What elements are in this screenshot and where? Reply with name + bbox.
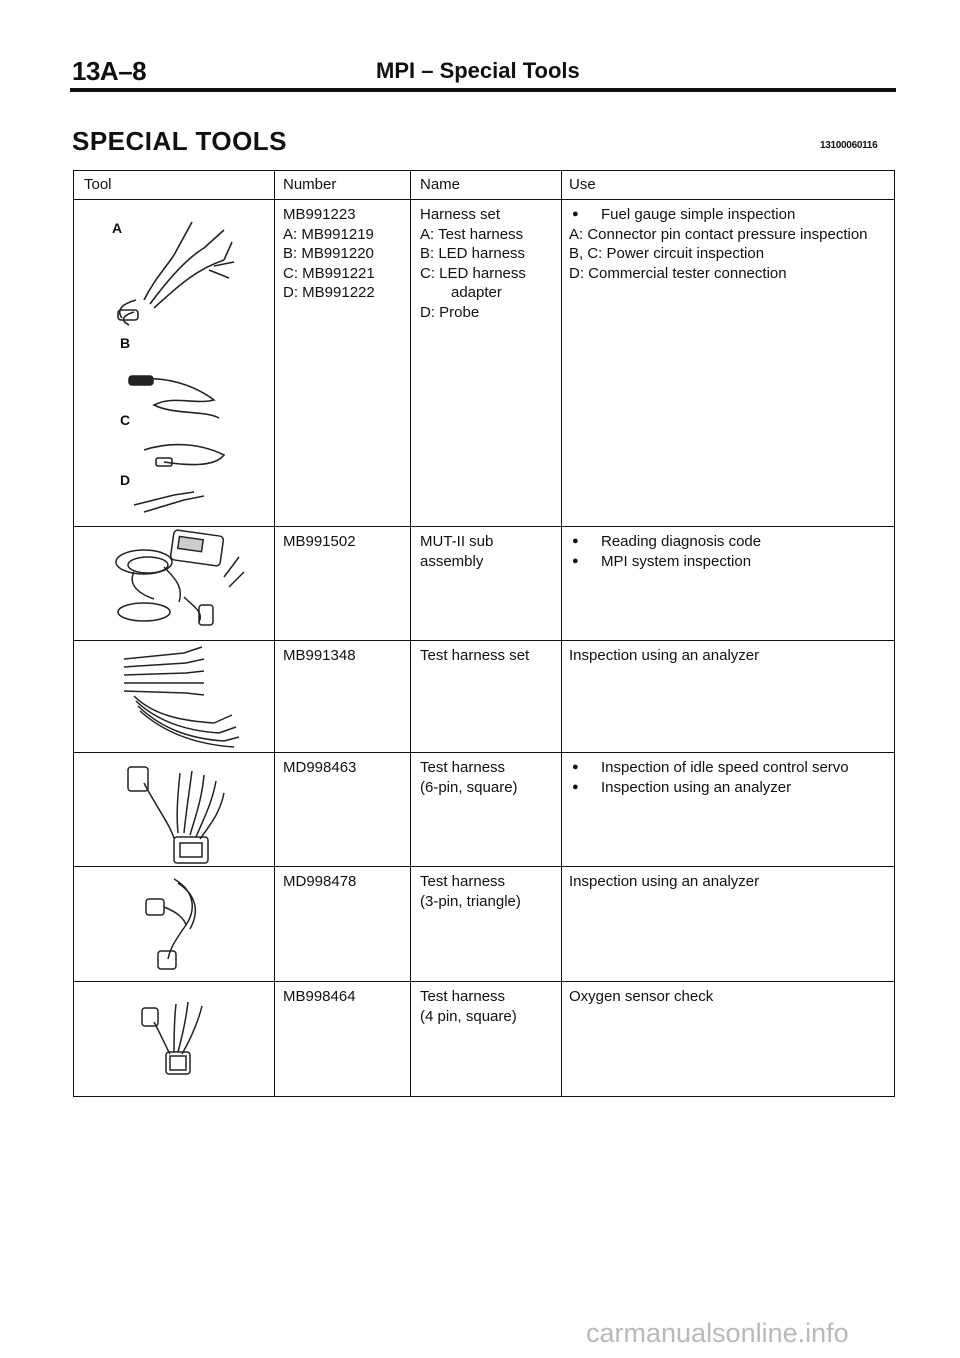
name-line: adapter xyxy=(451,284,502,301)
tool-number xyxy=(283,982,356,1007)
reference-code: 13100060116 xyxy=(820,140,878,151)
number-line: MB991348 xyxy=(283,647,356,664)
tool-use xyxy=(569,200,889,283)
name-line: D: Probe xyxy=(420,303,480,321)
use-line: Inspection using an analyzer xyxy=(569,873,760,890)
name-line: Test harness set xyxy=(420,647,530,664)
tool-number xyxy=(283,753,356,778)
tool-use xyxy=(569,867,889,892)
test-harness-6pin-illustration xyxy=(74,753,274,867)
test-harness-set-illustration xyxy=(74,641,274,753)
table-row xyxy=(74,866,894,981)
tool-use xyxy=(569,641,889,666)
table-row xyxy=(74,526,894,640)
section-title: SPECIAL TOOLS xyxy=(72,126,288,156)
use-line: Oxygen sensor check xyxy=(569,988,714,1005)
use-line: B, C: Power circuit inspection xyxy=(569,245,765,262)
tool-name xyxy=(420,753,518,797)
number-line: MB991502 xyxy=(283,533,356,550)
use-bullet: ● Inspection of idle speed control servo xyxy=(569,758,889,778)
table-row xyxy=(74,640,894,752)
use-bullet: ● Reading diagnosis code xyxy=(569,532,889,552)
tool-name xyxy=(420,867,521,911)
tool-use xyxy=(569,982,889,1007)
test-harness-3pin-illustration xyxy=(74,867,274,982)
tool-use xyxy=(569,753,889,797)
mut-ii-sub-assembly-illustration xyxy=(74,527,274,641)
table-row xyxy=(74,752,894,866)
header-number: Number xyxy=(283,176,337,193)
tool-letter-b: B xyxy=(120,335,131,351)
number-line: MB998464 xyxy=(283,988,356,1005)
tool-letter-c: C xyxy=(120,412,131,428)
tool-number xyxy=(283,527,356,552)
number-line: A: MB991219 xyxy=(283,225,374,243)
number-line: MB991223 xyxy=(283,206,356,223)
number-line: D: MB991222 xyxy=(283,284,375,301)
use-line: A: Connector pin contact pressure inspection xyxy=(569,225,868,243)
name-line: (6-pin, square) xyxy=(420,778,518,796)
name-line: assembly xyxy=(420,552,484,570)
harness-set-illustration xyxy=(74,200,274,527)
number-line: MD998478 xyxy=(283,873,357,890)
use-bullet: ● Fuel gauge simple inspection xyxy=(569,205,889,225)
table-row xyxy=(74,199,894,526)
watermark: carmanualsonline.info xyxy=(586,1318,849,1348)
table-header-row xyxy=(74,171,894,199)
tool-name xyxy=(420,982,517,1026)
tool-name xyxy=(420,200,526,322)
tool-name xyxy=(420,527,493,571)
name-line: Test harness xyxy=(420,873,506,890)
tool-number xyxy=(283,641,356,666)
name-line: Test harness xyxy=(420,759,506,776)
name-line: A: Test harness xyxy=(420,225,524,243)
number-line: MD998463 xyxy=(283,759,357,776)
use-bullet: ● MPI system inspection xyxy=(569,552,889,572)
page-number: 13A–8 xyxy=(72,56,147,86)
running-header-title: MPI – Special Tools xyxy=(376,58,580,83)
special-tools-table xyxy=(73,170,895,1097)
header-name: Name xyxy=(420,176,461,193)
name-line: (4 pin, square) xyxy=(420,1007,517,1025)
name-line: Test harness xyxy=(420,988,506,1005)
header-rule xyxy=(70,88,896,92)
use-bullet: ● Inspection using an analyzer xyxy=(569,778,889,798)
tool-name xyxy=(420,641,529,666)
name-line: B: LED harness xyxy=(420,245,526,262)
tool-use xyxy=(569,527,889,571)
header-tool: Tool xyxy=(84,176,112,193)
name-line: (3-pin, triangle) xyxy=(420,892,521,910)
tool-number xyxy=(283,867,356,892)
test-harness-4pin-illustration xyxy=(74,982,274,1097)
number-line: C: MB991221 xyxy=(283,264,375,282)
number-line: B: MB991220 xyxy=(283,245,374,262)
name-line: MUT-II sub xyxy=(420,533,494,550)
name-line: C: LED harness xyxy=(420,264,526,282)
tool-letter-a: A xyxy=(112,220,123,236)
tool-number xyxy=(283,200,375,303)
name-line: Harness set xyxy=(420,206,501,223)
use-line: D: Commercial tester connection xyxy=(569,264,787,282)
use-line: Inspection using an analyzer xyxy=(569,647,760,664)
tool-letter-d: D xyxy=(120,472,131,488)
table-row xyxy=(74,981,894,1096)
header-use: Use xyxy=(569,176,596,193)
